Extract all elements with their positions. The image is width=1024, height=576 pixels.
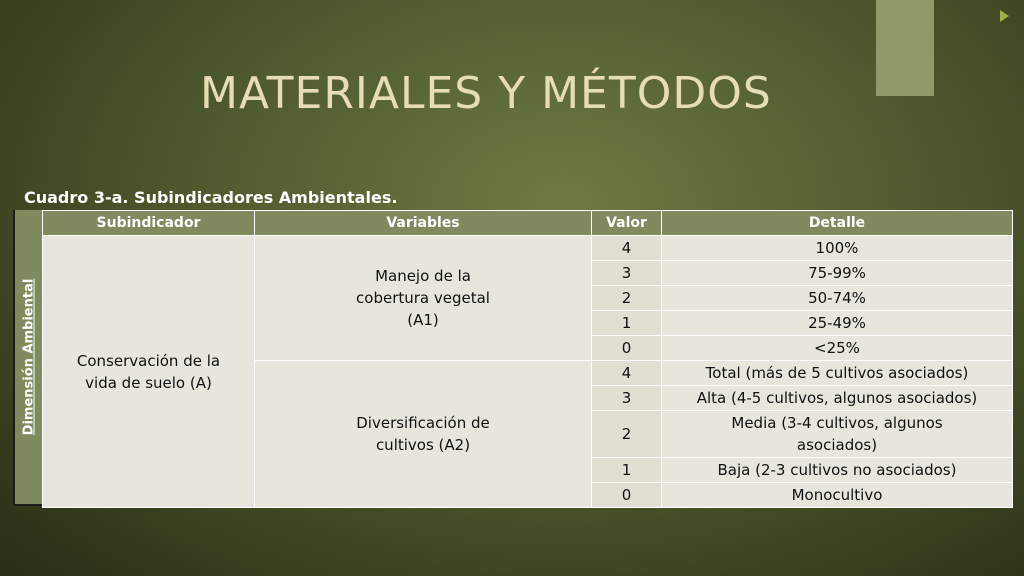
valor-cell: 3: [592, 261, 662, 286]
valor-cell: 0: [592, 336, 662, 361]
slide-title: MATERIALES Y MÉTODOS: [200, 68, 772, 119]
header-valor: Valor: [592, 211, 662, 236]
valor-cell: 4: [592, 236, 662, 261]
detalle-cell: 75-99%: [662, 261, 1013, 286]
variable-cell-a2: [255, 361, 592, 508]
valor-cell: 3: [592, 386, 662, 411]
subindicator-cell: [43, 236, 255, 508]
subindicator-text: Conservación de la vida de suelo (A): [76, 351, 221, 392]
detalle-cell: Baja (2-3 cultivos no asociados): [662, 458, 1013, 483]
bullet-arrow-icon: [1000, 10, 1009, 22]
header-variables: Variables: [255, 211, 592, 236]
detalle-cell: Alta (4-5 cultivos, algunos asociados): [662, 386, 1013, 411]
valor-cell: 2: [592, 411, 662, 458]
header-detalle: Detalle: [662, 211, 1013, 236]
header-subindicador: Subindicador: [43, 211, 255, 236]
valor-cell: 4: [592, 361, 662, 386]
table-header-row: [43, 211, 1013, 236]
detalle-cell: 50-74%: [662, 286, 1013, 311]
detalle-cell: Monocultivo: [662, 483, 1013, 508]
detalle-cell: 100%: [662, 236, 1013, 261]
variable-a1-text: Manejo de la cobertura vegetal (A1): [356, 267, 490, 329]
variable-a2-text: Diversificación de cultivos (A2): [356, 414, 490, 454]
subindicators-table: [42, 210, 1013, 508]
detalle-cell: 25-49%: [662, 311, 1013, 336]
variable-cell-a1: [255, 236, 592, 361]
valor-cell: 0: [592, 483, 662, 508]
table-caption: Cuadro 3-a. Subindicadores Ambientales.: [24, 188, 398, 207]
valor-cell: 1: [592, 458, 662, 483]
detalle-cell: <25%: [662, 336, 1013, 361]
valor-cell: 1: [592, 311, 662, 336]
dimension-side-label: [13, 210, 43, 506]
detalle-cell: [662, 411, 1013, 458]
corner-decoration-bar: [876, 0, 934, 96]
detalle-text: Media (3-4 cultivos, algunos asociados): [731, 414, 943, 454]
valor-cell: 2: [592, 286, 662, 311]
dimension-label-text: Dimensión Ambiental: [21, 278, 37, 436]
detalle-cell: Total (más de 5 cultivos asociados): [662, 361, 1013, 386]
table-row: [43, 236, 1013, 261]
